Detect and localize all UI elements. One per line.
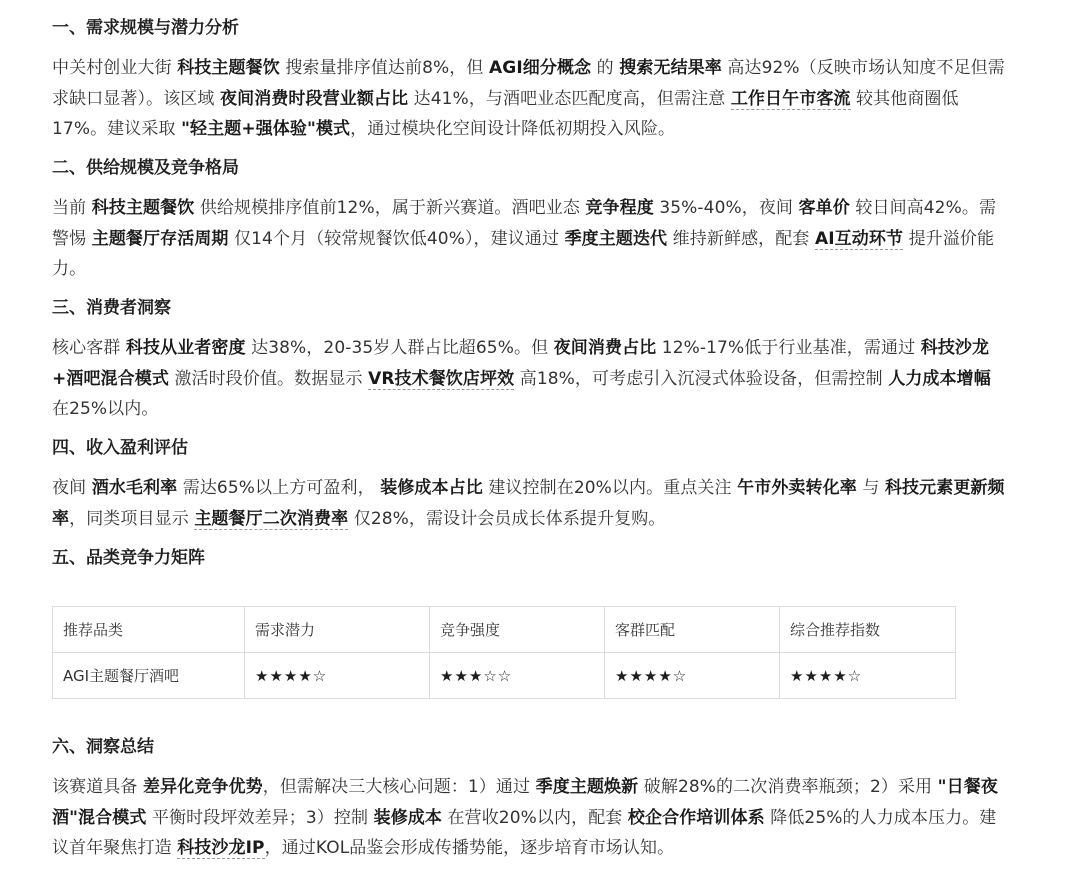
highlighted-term: 夜间消费时段营业额占比 <box>220 88 409 109</box>
text-run: 供给规模排序值前12%，属于新兴赛道。酒吧业态 <box>194 198 586 218</box>
highlighted-term: 人力成本增幅 <box>888 368 991 389</box>
section-title-4: 四、收入盈利评估 <box>52 438 188 458</box>
highlighted-term: 主题餐厅存活周期 <box>91 228 229 249</box>
text-run: 较日间高42%。需警惕 <box>52 198 997 249</box>
section-paragraph-6 <box>52 772 1012 864</box>
highlighted-term: 装修成本 <box>373 807 442 828</box>
section-title-1: 一、需求规模与潜力分析 <box>52 18 239 38</box>
text-run: 较其他商圈低17%。建议采取 <box>52 88 959 139</box>
text-run: ，同类项目显示 <box>69 508 195 529</box>
text-run: ，但需解决三大核心问题：1）通过 <box>262 777 536 797</box>
highlighted-term: AGI细分概念 <box>489 58 592 78</box>
table-row <box>53 653 956 699</box>
section-paragraph-1 <box>52 53 1012 145</box>
highlighted-term: "日餐夜酒"混合模式 <box>52 777 998 828</box>
section-title-5: 五、品类竞争力矩阵 <box>52 548 205 568</box>
text-run: 高18%，可考虑引入沉浸式体验设备，但需控制 <box>514 368 889 389</box>
highlighted-term: 酒水毛利率 <box>91 478 178 498</box>
text-run: 降低25%的人力成本压力。建议首年聚焦打造 <box>52 807 997 858</box>
text-run: 搜索量排序值达前8%，但 <box>279 58 490 78</box>
text-run: 核心客群 <box>52 338 126 358</box>
section-paragraph-2 <box>52 193 1012 285</box>
table-header-cell: 综合推荐指数 <box>780 607 956 653</box>
highlighted-term: 科技沙龙+酒吧混合模式 <box>52 338 990 389</box>
table-cell: AGI主题餐厅酒吧 <box>53 653 245 699</box>
section-paragraph-3 <box>52 333 1012 425</box>
section-paragraph-4 <box>52 473 1012 534</box>
text-run: 仅14个月（较常规餐饮低40%），建议通过 <box>228 228 565 249</box>
star-rating: ★★★★☆ <box>245 653 430 699</box>
text-run: 与 <box>856 478 885 498</box>
text-run: 激活时段价值。数据显示 <box>168 368 369 389</box>
highlighted-term: 科技从业者密度 <box>125 338 246 358</box>
text-run: 当前 <box>52 198 92 218</box>
text-run: 维持新鲜感，配套 <box>667 228 815 249</box>
text-run: 平衡时段坪效差异；3）控制 <box>146 807 374 828</box>
highlighted-term: 主题餐厅二次消费率 <box>194 508 349 529</box>
highlighted-term: 季度主题迭代 <box>564 228 668 249</box>
section-title-6: 六、洞察总结 <box>52 737 154 757</box>
category-competitiveness-table <box>52 606 956 699</box>
highlighted-term: 搜索无结果率 <box>619 58 722 78</box>
text-run: 仅28%，需设计会员成长体系提升复购。 <box>348 508 666 529</box>
highlighted-term: 校企合作培训体系 <box>627 807 765 828</box>
text-run: 该赛道具备 <box>52 777 144 797</box>
text-run: 12%-17%低于行业基准，需通过 <box>656 338 921 358</box>
highlighted-term: AI互动环节 <box>814 228 904 249</box>
text-run: 中关村创业大街 <box>52 58 178 78</box>
text-run: 提升溢价能力。 <box>52 228 995 279</box>
text-run: ，通过模块化空间设计降低初期投入风险。 <box>350 119 676 139</box>
highlighted-term: 科技沙龙IP <box>177 838 265 858</box>
highlighted-term: 竞争程度 <box>585 198 654 218</box>
table-header-cell: 竞争强度 <box>430 607 605 653</box>
text-run: 35%-40%，夜间 <box>653 198 799 218</box>
text-run: ，通过KOL品鉴会形成传播势能，逐步培育市场认知。 <box>264 838 675 858</box>
highlighted-term: 工作日午市客流 <box>730 88 851 109</box>
highlighted-term: 科技主题餐饮 <box>91 198 195 218</box>
highlighted-term: 科技主题餐饮 <box>177 58 280 78</box>
section-title-3: 三、消费者洞察 <box>52 298 171 318</box>
text-run: 达38%，20-35岁人群占比超65%。但 <box>245 338 554 358</box>
text-run: 在营收20%以内，配套 <box>442 807 628 828</box>
text-run: 在25%以内。 <box>52 399 159 419</box>
star-rating: ★★★☆☆ <box>430 653 605 699</box>
highlighted-term: 客单价 <box>798 198 850 218</box>
text-run: 需达65%以上方可盈利， <box>177 478 381 498</box>
highlighted-term: 夜间消费占比 <box>553 338 657 358</box>
highlighted-term: 午市外卖转化率 <box>737 478 857 498</box>
highlighted-term: VR技术餐饮店坪效 <box>368 368 515 389</box>
star-rating: ★★★★☆ <box>605 653 780 699</box>
section-title-2: 二、供给规模及竞争格局 <box>52 158 239 178</box>
text-run: 达41%，与酒吧业态匹配度高，但需注意 <box>408 88 731 109</box>
highlighted-term: 科技元素更新频率 <box>52 478 1005 529</box>
star-rating: ★★★★☆ <box>780 653 956 699</box>
text-run: 高达92%（反映市场认知度不足但需求缺口显著）。该区域 <box>52 58 1005 109</box>
highlighted-term: 装修成本占比 <box>380 478 483 498</box>
table-header-row <box>53 607 956 653</box>
table-header-cell: 客群匹配 <box>605 607 780 653</box>
text-run: 破解28%的二次消费率瓶颈；2）采用 <box>638 777 938 797</box>
text-run: 夜间 <box>52 478 92 498</box>
highlighted-term: 季度主题焕新 <box>535 777 639 797</box>
text-run: 的 <box>591 58 620 78</box>
text-run: 建议控制在20%以内。重点关注 <box>482 478 738 498</box>
highlighted-term: 差异化竞争优势 <box>143 777 263 797</box>
highlighted-term: "轻主题+强体验"模式 <box>181 119 351 139</box>
table-header-cell: 需求潜力 <box>245 607 430 653</box>
table-header-cell: 推荐品类 <box>53 607 245 653</box>
